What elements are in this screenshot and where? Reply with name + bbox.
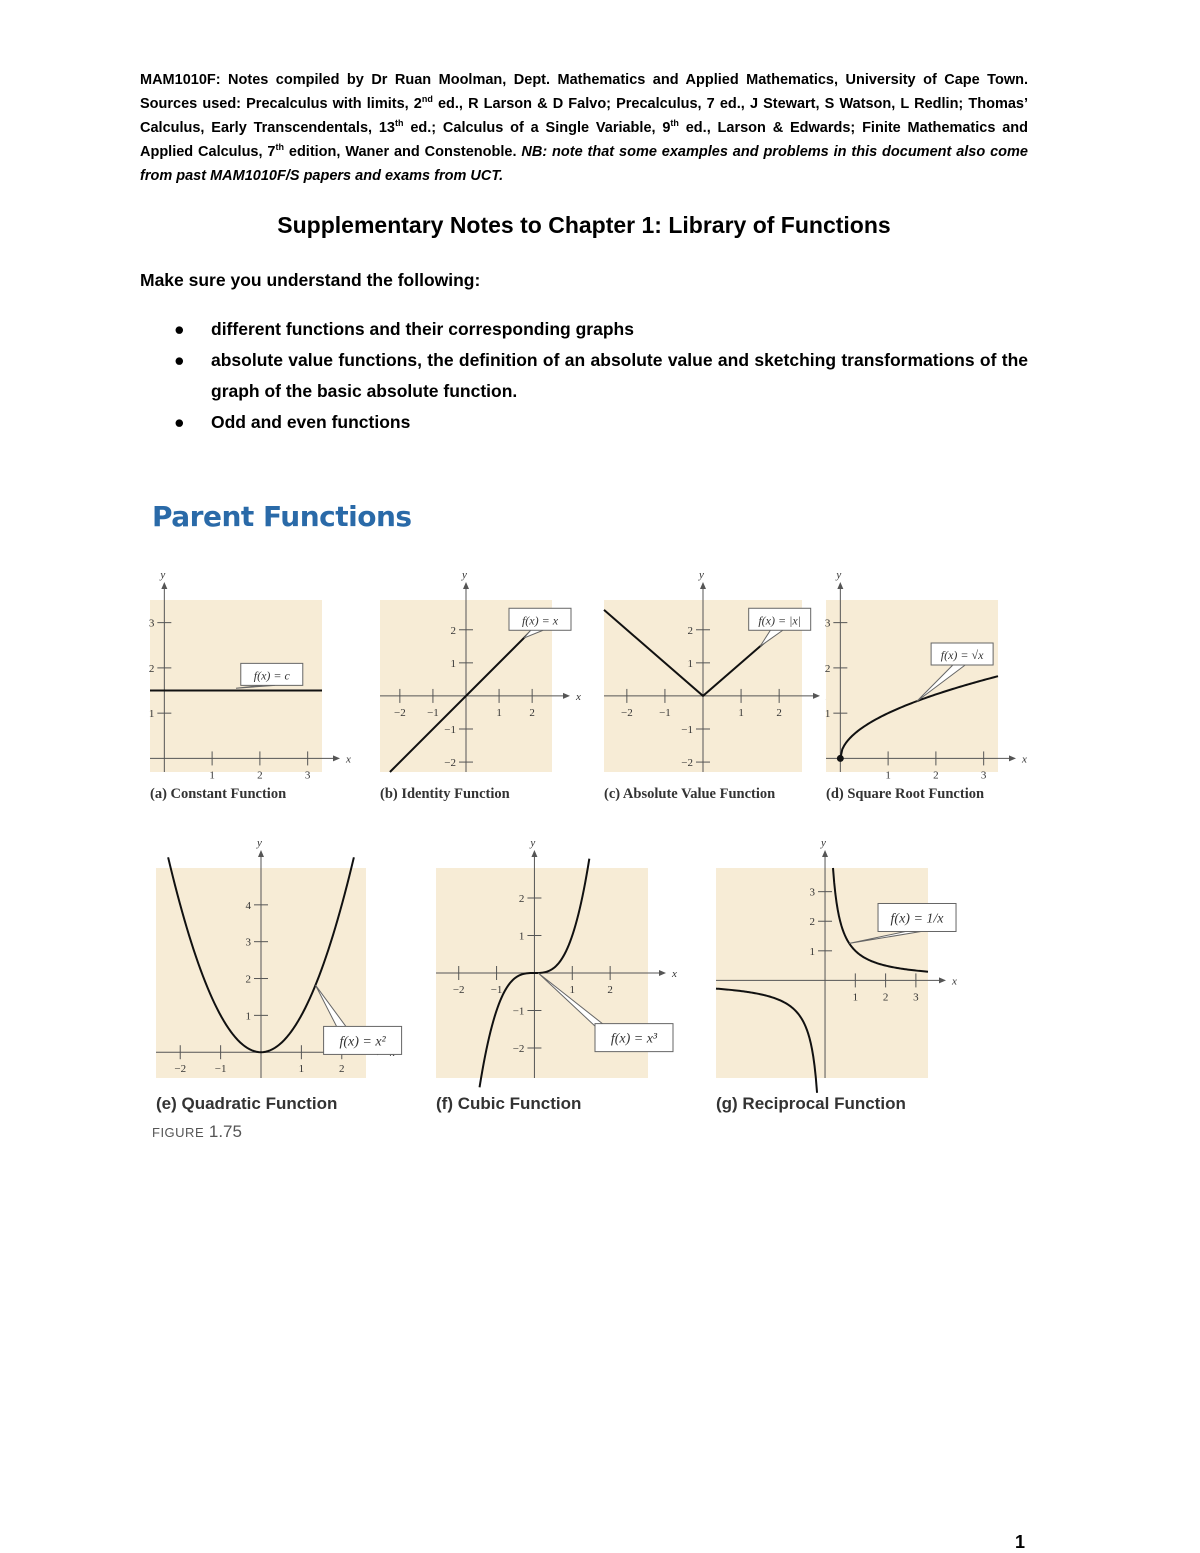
y-axis-arrow — [700, 582, 706, 589]
y-tick-label: 2 — [518, 893, 525, 905]
x-axis-arrow — [563, 693, 570, 699]
x-axis-label: x — [952, 975, 957, 988]
function-label: f(x) = c — [253, 668, 290, 683]
x-tick-label: 1 — [738, 706, 744, 719]
y-axis-label: y — [160, 569, 166, 581]
x-tick-label: 2 — [529, 706, 535, 719]
y-tick-label: −1 — [444, 724, 456, 736]
x-tick-label: −2 — [174, 1063, 187, 1076]
x-tick-label: −1 — [427, 706, 439, 719]
x-tick-label: −2 — [452, 984, 465, 996]
y-tick-label: 3 — [824, 617, 831, 630]
document-header — [140, 68, 1028, 188]
x-axis-arrow — [813, 693, 820, 699]
x-tick-label: 2 — [933, 769, 939, 782]
y-axis-arrow — [161, 582, 167, 589]
x-axis-label: x — [346, 753, 351, 766]
function-label: f(x) = √x — [940, 648, 984, 662]
chart-caption: (a) Constant Function — [150, 786, 287, 802]
y-tick-label: 1 — [518, 930, 525, 943]
chart-caption: (e) Quadratic Function — [156, 1094, 338, 1113]
header-text-d: ed., Larson & Edwards; Finite Mathematics and Applied Calculus, 7 — [140, 120, 1028, 160]
bullet-text: absolute value functions, the definition of an absolute value and sketching transformations of the graph of the basic absolute function. — [211, 350, 1028, 401]
x-tick-label: 3 — [980, 769, 987, 782]
y-tick-label: 1 — [148, 708, 155, 721]
chart-5 — [436, 837, 677, 1078]
list-item — [140, 314, 1028, 345]
endpoint-dot — [837, 755, 844, 762]
y-axis-label: y — [257, 837, 262, 849]
y-tick-label: 2 — [824, 662, 831, 675]
plot-background — [716, 868, 928, 1078]
chart-caption: (f) Cubic Function — [436, 1094, 582, 1113]
x-axis-arrow — [659, 970, 666, 976]
chart-caption: (b) Identity Function — [380, 786, 510, 802]
list-item — [140, 407, 1028, 438]
y-tick-label: −2 — [444, 757, 456, 770]
plot-background — [150, 600, 322, 772]
y-axis-label: y — [462, 569, 467, 581]
y-tick-label: 2 — [148, 662, 155, 675]
header-text-e: edition, Waner and Constenoble. — [283, 144, 522, 160]
figure-label-word: FIGURE — [152, 1125, 205, 1140]
y-axis-arrow — [837, 582, 843, 589]
x-axis-arrow — [333, 755, 340, 761]
function-label: f(x) = x — [521, 613, 559, 628]
y-tick-label: 1 — [809, 945, 816, 958]
x-tick-label: 2 — [882, 991, 889, 1004]
x-axis-arrow — [1009, 755, 1016, 761]
page-number: 1 — [1015, 1532, 1026, 1552]
function-label: f(x) = x² — [339, 1034, 386, 1050]
figure-label — [152, 1122, 242, 1142]
section-title: Parent Functions — [152, 500, 412, 533]
y-tick-label: 2 — [450, 624, 456, 637]
x-axis-label: x — [672, 968, 677, 980]
x-tick-label: 1 — [852, 991, 859, 1004]
bullet-icon: ● — [174, 412, 185, 432]
y-tick-label: −1 — [512, 1005, 525, 1018]
x-tick-label: 1 — [885, 769, 891, 782]
x-tick-label: 1 — [209, 769, 215, 782]
function-label: f(x) = 1/x — [890, 911, 944, 927]
x-axis-label: x — [576, 690, 581, 703]
y-tick-label: 1 — [450, 657, 456, 670]
y-tick-label: 1 — [687, 657, 693, 670]
chart-caption: (c) Absolute Value Function — [604, 786, 776, 802]
x-axis-arrow — [939, 977, 946, 983]
x-tick-label: 1 — [569, 984, 576, 996]
x-axis-label: x — [1022, 753, 1027, 766]
header-nb-note: NB: note that some examples and problems in this document also come from past MAM1010F/S papers and exams from UCT. — [140, 144, 1029, 184]
x-tick-label: 2 — [776, 706, 782, 719]
chart-0 — [148, 569, 351, 782]
chart-caption: (g) Reciprocal Function — [716, 1094, 906, 1113]
y-axis-label: y — [836, 569, 842, 581]
header-sup-a: nd — [421, 94, 433, 105]
x-tick-label: 2 — [257, 769, 263, 782]
figure-label-number: 1.75 — [208, 1122, 242, 1141]
x-tick-label: 3 — [304, 769, 311, 782]
x-tick-label: −1 — [214, 1063, 227, 1076]
chart-2 — [604, 569, 802, 772]
x-tick-label: 1 — [496, 706, 502, 719]
page-title: Supplementary Notes to Chapter 1: Library of Functions — [277, 212, 891, 238]
chart-3 — [824, 569, 1027, 782]
x-tick-label: 3 — [913, 991, 919, 1004]
plot-background — [826, 600, 998, 772]
header-text-b: ed., R Larson & D Falvo; Precalculus, 7 ed., J Stewart, S Watson, L Redlin; Thomas’ Calculus, Early Transcendentals, 13 — [140, 96, 1029, 136]
chart-caption: (d) Square Root Function — [826, 786, 985, 802]
bullet-text: Odd and even functions — [211, 412, 411, 432]
intro-text: Make sure you understand the following: — [140, 270, 481, 290]
y-tick-label: −1 — [681, 724, 693, 736]
y-tick-label: 2 — [809, 916, 816, 929]
chart-6 — [716, 837, 957, 1078]
header-text-a: MAM1010F: Notes compiled by Dr Ruan Moolman, Dept. Mathematics and Applied Mathematics, University of Cape Town. Sources used: Precalculus with limits, 2 — [140, 72, 1028, 112]
y-axis-label: y — [821, 837, 826, 849]
y-axis-arrow — [822, 850, 828, 857]
x-tick-label: 2 — [339, 1063, 345, 1076]
bullet-list — [140, 314, 1028, 438]
y-axis-arrow — [258, 850, 264, 857]
y-tick-label: 3 — [148, 617, 155, 630]
y-tick-label: 1 — [245, 1010, 251, 1023]
y-tick-label: −2 — [681, 757, 693, 770]
y-tick-label: 3 — [809, 886, 816, 899]
x-tick-label: −1 — [490, 984, 503, 996]
x-tick-label: −2 — [393, 706, 406, 719]
y-axis-arrow — [531, 850, 537, 857]
x-tick-label: 2 — [607, 984, 613, 996]
bullet-icon: ● — [174, 319, 185, 339]
y-tick-label: 1 — [824, 708, 831, 721]
y-axis-label: y — [530, 837, 536, 849]
header-sup-b: th — [395, 118, 404, 129]
y-tick-label: 2 — [687, 624, 693, 637]
x-tick-label: 1 — [298, 1063, 305, 1076]
y-axis-label: y — [699, 569, 704, 581]
header-text-c: ed.; Calculus of a Single Variable, 9 — [403, 120, 671, 136]
header-sup-c: th — [670, 118, 679, 129]
x-tick-label: −1 — [659, 706, 671, 719]
chart-4 — [156, 837, 386, 1078]
x-tick-label: −2 — [620, 706, 633, 719]
function-label: f(x) = |x| — [758, 613, 802, 628]
chart-1 — [380, 569, 581, 772]
bullet-icon: ● — [174, 350, 185, 370]
y-tick-label: 4 — [245, 899, 251, 912]
function-label: f(x) = x³ — [610, 1031, 658, 1047]
y-tick-label: 2 — [245, 973, 251, 986]
bullet-text: different functions and their corresponding graphs — [211, 319, 634, 339]
list-item — [140, 345, 1028, 407]
y-axis-arrow — [463, 582, 469, 589]
y-tick-label: 3 — [245, 936, 251, 949]
y-tick-label: −2 — [512, 1043, 525, 1055]
header-sup-d: th — [275, 142, 284, 153]
